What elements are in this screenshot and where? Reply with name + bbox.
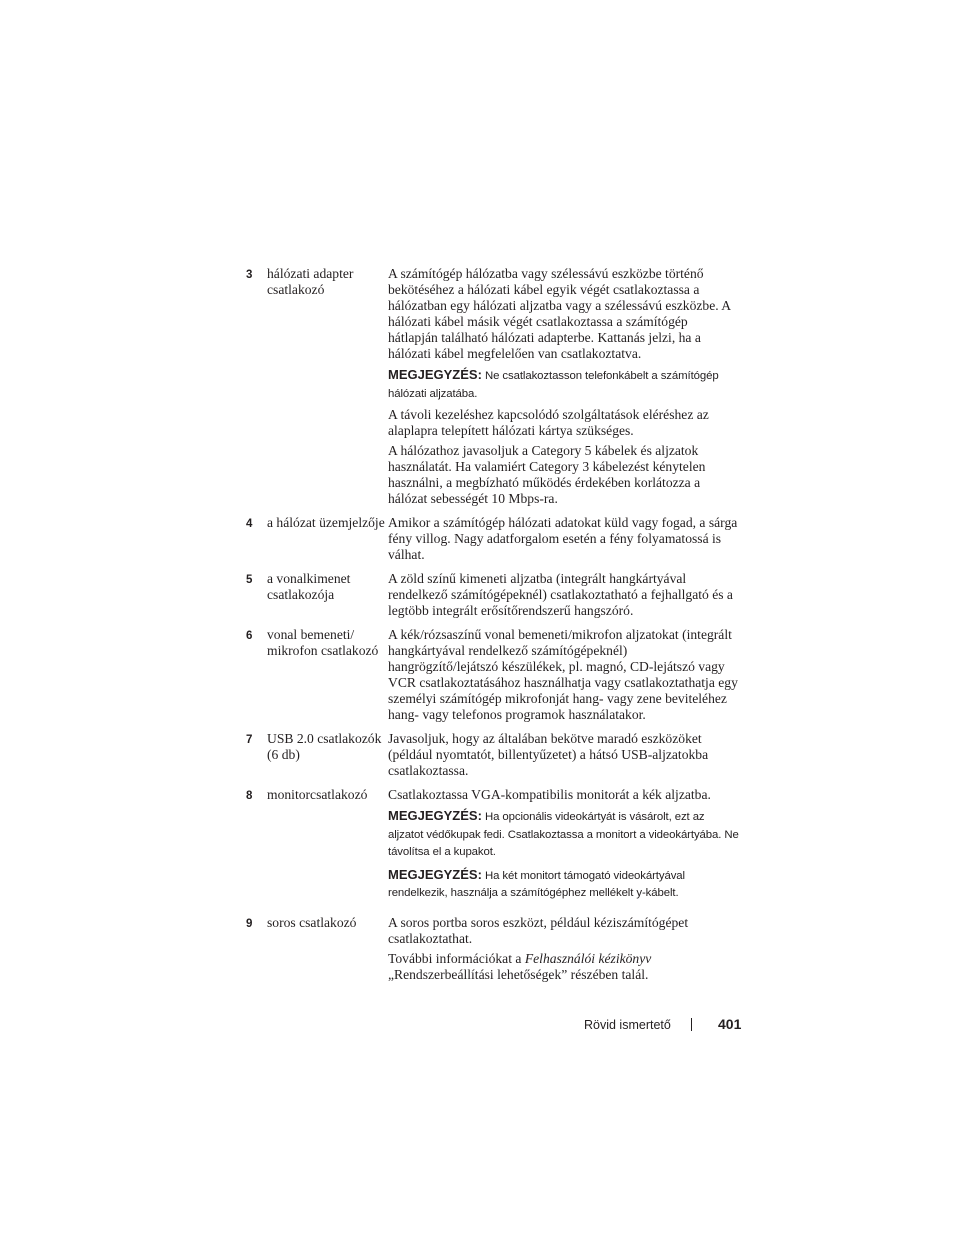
page-number: 401 (718, 1016, 742, 1032)
description-paragraph: Csatlakoztassa VGA-kompatibilis monitorát a kék aljzatba. (388, 787, 711, 802)
text-span: „Rendszerbeállítási lehetőségek” részében talál. (388, 966, 649, 982)
item-description (388, 915, 740, 983)
note-label: MEGJEGYZÉS: (388, 808, 482, 823)
note-label: MEGJEGYZÉS: (388, 866, 482, 882)
item-label: a vonalkimenet csatlakozója (267, 571, 351, 602)
item-number: 5 (246, 574, 253, 586)
description-paragraph: A távoli kezeléshez kapcsolódó szolgáltatások eléréshez az alaplapra telepített hálózati kártya szükséges. (388, 407, 709, 438)
footer-divider (691, 1018, 692, 1031)
description-paragraph: Amikor a számítógép hálózati adatokat küld vagy fogad, a sárga fény villog. Nagy adatforgalom esetén a fény folyamatossá is válhat. (388, 515, 738, 562)
item-number: 7 (246, 734, 253, 746)
item-description (388, 515, 740, 563)
item-number: 3 (246, 269, 253, 281)
description-paragraph: Javasoljuk, hogy az általában bekötve maradó eszközöket (például nyomtatót, billentyűzetet) a hátsó USB-aljzatokba csatlakoztassa. (388, 731, 709, 778)
manual-title: Felhasználói kézikönyv (524, 950, 652, 966)
item-number: 4 (246, 518, 253, 530)
description-paragraph: A zöld színű kimeneti aljzatba (integrált hangkártyával rendelkező számítógépeknél) csatlakoztatható a fejhallgató és a legtöbb integrált erősítőrendszerű hangszóró. (388, 571, 733, 618)
item-label: monitorcsatlakozó (267, 787, 368, 802)
text-span: További információkat a (388, 950, 525, 966)
description-paragraph: A soros portba soros eszközt, például kéziszámítógépet csatlakoztathat. (388, 914, 689, 946)
table-row (246, 571, 740, 619)
item-label: soros csatlakozó (267, 914, 357, 930)
table-row (246, 731, 740, 779)
item-description (388, 627, 740, 723)
item-description (388, 787, 740, 907)
note-label: MEGJEGYZÉS: (388, 367, 482, 382)
note (388, 366, 740, 403)
note-text: Ha két monitort támogató videokártyával rendelkezik, használja a számítógéphez mellékelt y-kábelt. (388, 869, 685, 899)
table-row (246, 787, 740, 907)
section-title: Rövid ismertető (584, 1018, 671, 1032)
item-description (388, 571, 740, 619)
table-row (246, 627, 740, 723)
item-label: a hálózat üzemjelzője (267, 515, 385, 530)
item-number: 8 (246, 790, 253, 802)
item-label: USB 2.0 csatlakozók (6 db) (267, 731, 382, 762)
item-description (388, 266, 740, 507)
item-description (388, 731, 740, 779)
description-paragraph (388, 951, 740, 983)
table-row (246, 915, 740, 983)
connector-table (246, 266, 740, 991)
description-paragraph: A kék/rózsaszínű vonal bemeneti/mikrofon aljzatokat (integrált hangkártyával rendelkező számítógépeknél) hangrögzítő/lejátszó készülékek, pl. magnó, CD-lejátszó vagy VCR csatlakoztatásához használhatja vagy csatlakoztathatja egy személyi számítógép mikrofonját hang- vagy zene beviteléhez hang- vagy telefonos programok használatakor. (388, 627, 738, 722)
note-text: Ha opcionális videokártyát is vásárolt, ezt az aljzatot védőkupak fedi. Csatlakoztassa a monitort a videokártyába. Ne távolítsa el a kupakot. (388, 811, 739, 858)
description-paragraph: A számítógép hálózatba vagy szélessávú eszközbe történő bekötéséhez a hálózati kábel egyik végét csatlakoztassa a hálózatban egy hálózati aljzatba vagy a szélessávú eszközbe. A hálózati kábel másik végét csatlakoztassa a számítógép hátlapján található hálózati adapterbe. Kattanás jelzi, ha a hálózati kábel megfelelően van csatlakoztatva. (388, 266, 731, 361)
item-label: hálózati adapter csatlakozó (267, 266, 354, 297)
table-row (246, 515, 740, 563)
note-text: Ne csatlakoztasson telefonkábelt a számítógép hálózati aljzatába. (388, 370, 719, 400)
table-row (246, 266, 740, 507)
note (388, 866, 740, 903)
item-label: vonal bemeneti/ mikrofon csatlakozó (267, 627, 379, 658)
item-number: 6 (246, 630, 253, 642)
item-number: 9 (246, 917, 253, 930)
note (388, 807, 740, 862)
page-footer (560, 1015, 740, 1035)
description-paragraph: A hálózathoz javasoljuk a Category 5 kábelek és aljzatok használatát. Ha valamiért Category 3 kábelezést kénytelen használni, a megbízható működés érdekében korlátozza a hálózat sebességét 10 Mbps-ra. (388, 443, 706, 506)
